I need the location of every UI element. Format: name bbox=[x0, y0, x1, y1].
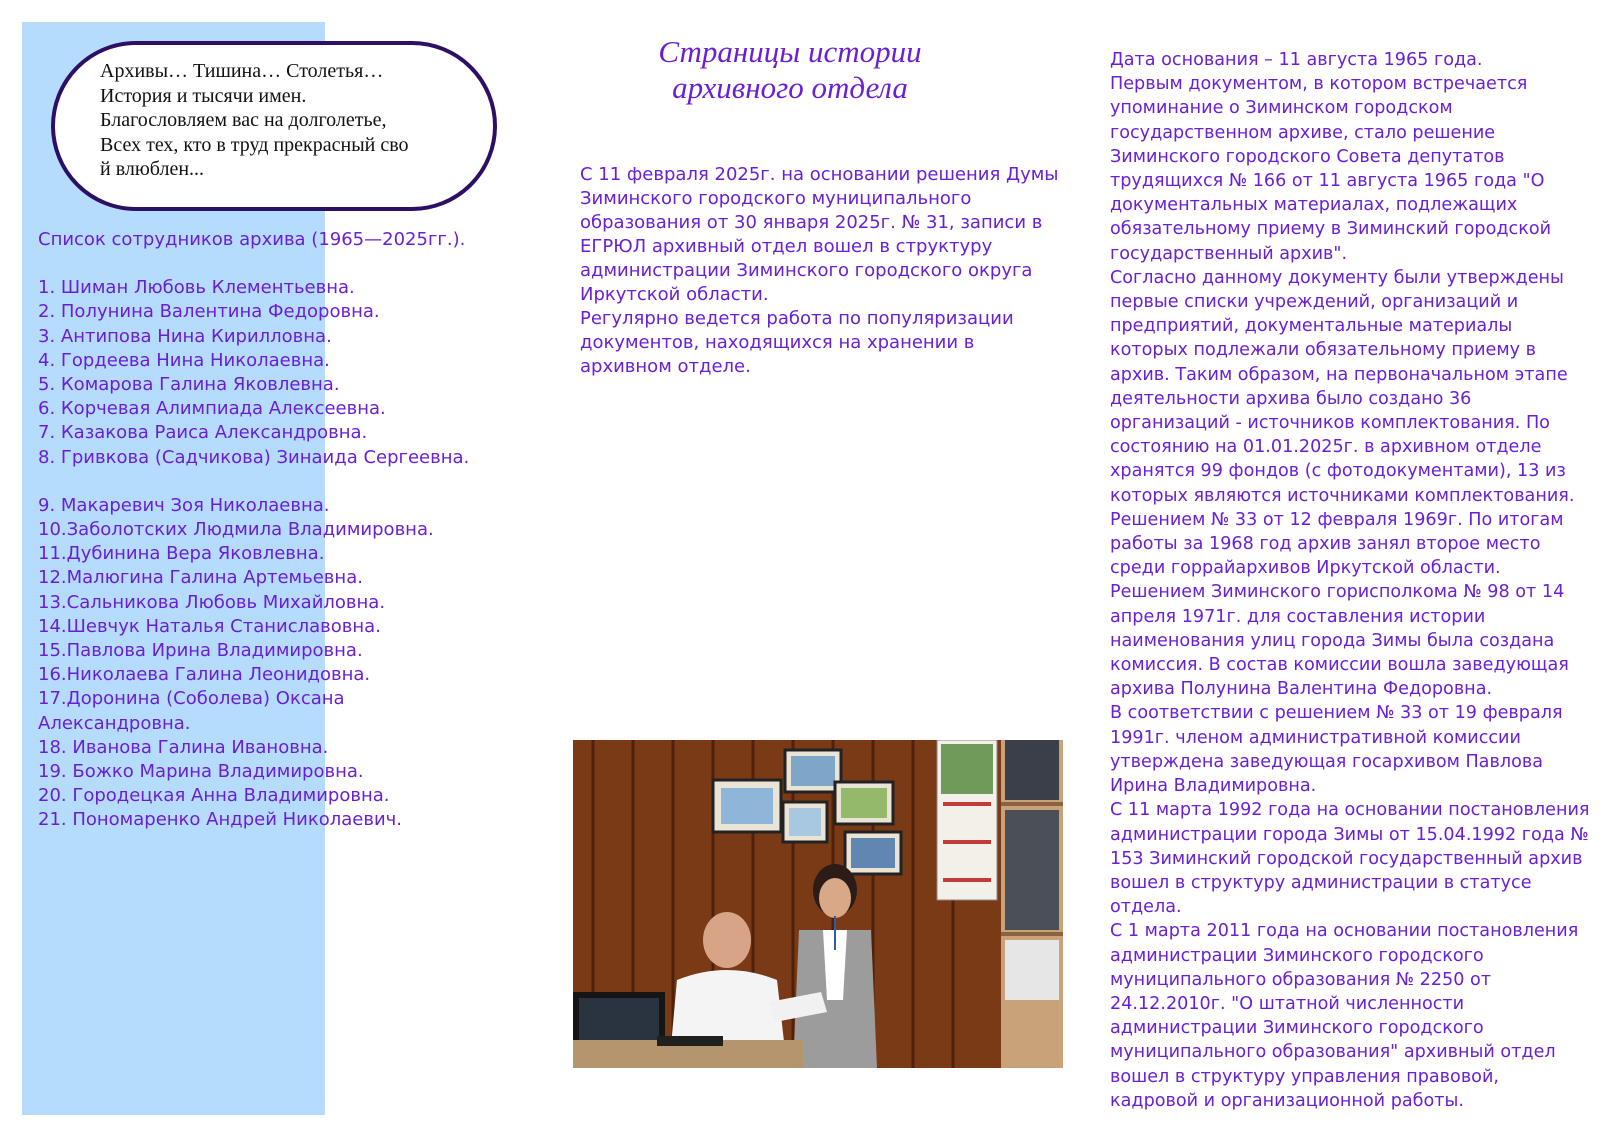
staff-list-item: 7. Казакова Раиса Александровна. bbox=[38, 422, 368, 444]
poem-text: Архивы… Тишина… Столетья… История и тысячи имен. Благословляем вас на долголетье, Всех тех, кто в труд прекрасный сво й влюблен... bbox=[100, 60, 409, 180]
history-paragraph: С 11 марта 1992 года на основании постановления администрации города Зимы от 15.04.1992 года № 153 Зиминский городской государственный архив вошел в структуру администрации в статусе отдела. bbox=[1110, 800, 1590, 918]
staff-list-item: 5. Комарова Галина Яковлевна. bbox=[38, 374, 340, 396]
staff-list-item: 12.Малюгина Галина Артемьевна. bbox=[38, 567, 363, 589]
staff-list-item: 10.Заболотских Людмила Владимировна. bbox=[38, 519, 434, 541]
staff-list bbox=[38, 276, 500, 832]
staff-list-item: 11.Дубинина Вера Яковлевна. bbox=[38, 543, 325, 565]
staff-list-item: 17.Доронина (Соболева) Оксана Александровна. bbox=[38, 688, 345, 734]
staff-list-item: 20. Городецкая Анна Владимировна. bbox=[38, 785, 390, 807]
history-paragraph: С 1 марта 2011 года на основании постановления администрации Зиминского городского муниципального образования № 2250 от 24.12.2010г. "О штатной численности администрации Зиминского городского муниципального образования" архивный отдел вошел в структуру управления правовой, кадровой и организационной работы. bbox=[1110, 921, 1579, 1111]
page-title: Страницы истории архивного отдела bbox=[658, 34, 922, 105]
staff-list-item: 2. Полунина Валентина Федоровна. bbox=[38, 301, 380, 323]
office-photo-illustration bbox=[573, 740, 1063, 1068]
staff-list-item: 6. Корчевая Алимпиада Алексеевна. bbox=[38, 398, 386, 420]
staff-list-item: 21. Пономаренко Андрей Николаевич. bbox=[38, 809, 402, 831]
staff-list-item: 15.Павлова Ирина Владимировна. bbox=[38, 640, 363, 662]
history-paragraph: Первым документом, в котором встречается упоминание о Зиминском городском государственном архиве, стало решение Зиминского городского Совета депутатов трудящихся № 166 от 11 августа 1965 года "О документальных материалах, подлежащих обязательному приему в Зиминский городской государственный архив". bbox=[1110, 74, 1552, 264]
history-paragraph: Решением № 33 от 12 февраля 1969г. По итогам работы за 1968 год архив занял второе место среди горрайархивов Иркутской области. bbox=[1110, 509, 1564, 579]
staff-list-item: 3. Антипова Нина Кирилловна. bbox=[38, 325, 332, 347]
center-paragraph: С 11 февраля 2025г. на основании решения Думы Зиминского городского муниципального образования от 30 января 2025г. № 31, записи в ЕГРЮЛ архивный отдел вошел в структуру администрации Зиминского городского округа Иркутской области. bbox=[580, 164, 1059, 305]
office-photo bbox=[573, 740, 1063, 1068]
staff-list-item: 18. Иванова Галина Ивановна. bbox=[38, 736, 329, 758]
staff-list-section bbox=[38, 228, 500, 833]
history-paragraph: Решением Зиминского горисполкома № 98 от 14 апреля 1971г. для составления истории наименования улиц города Зимы была создана комиссия. В состав комиссии вошла заведующая архива Полунина Валентина Федоровна. bbox=[1110, 582, 1569, 700]
staff-list-item: 16.Николаева Галина Леонидовна. bbox=[38, 664, 371, 686]
staff-list-item: 14.Шевчук Наталья Станиславовна. bbox=[38, 615, 381, 637]
center-paragraph: Регулярно ведется работа по популяризации документов, находящихся на хранении в архивном отделе. bbox=[580, 308, 1014, 377]
history-paragraph: Дата основания – 11 августа 1965 года. bbox=[1110, 50, 1483, 70]
staff-list-title: Список сотрудников архива (1965—2025гг.). bbox=[38, 229, 466, 250]
staff-list-item: 19. Божко Марина Владимировна. bbox=[38, 761, 364, 783]
history-text bbox=[1110, 48, 1590, 1113]
center-text bbox=[580, 163, 1060, 379]
staff-list-item: 9. Макаревич Зоя Николаевна. bbox=[38, 494, 330, 516]
staff-list-item: 4. Гордеева Нина Николаевна. bbox=[38, 349, 330, 371]
staff-list-item: 1. Шиман Любовь Клементьевна. bbox=[38, 277, 355, 299]
staff-list-item: 8. Гривкова (Садчикова) Зинаида Сергеевна. bbox=[38, 446, 470, 468]
history-paragraph: Согласно данному документу были утверждены первые списки учреждений, организаций и предприятий, документальные материалы которых подлежали обязательному приему в архив. Таким образом, на первоначальном этапе деятельности архива было создано 36 организаций - источников комплектования. По состоянию на 01.01.2025г. в архивном отделе хранятся 99 фондов (с фотодокументами), 13 из которых являются источниками комплектования. bbox=[1110, 267, 1575, 506]
history-paragraph: В соответствии с решением № 33 от 19 февраля 1991г. членом административной комиссии утверждена заведующая госархивом Павлова Ирина Владимировна. bbox=[1110, 703, 1563, 797]
staff-list-item: 13.Сальникова Любовь Михайловна. bbox=[38, 591, 386, 613]
